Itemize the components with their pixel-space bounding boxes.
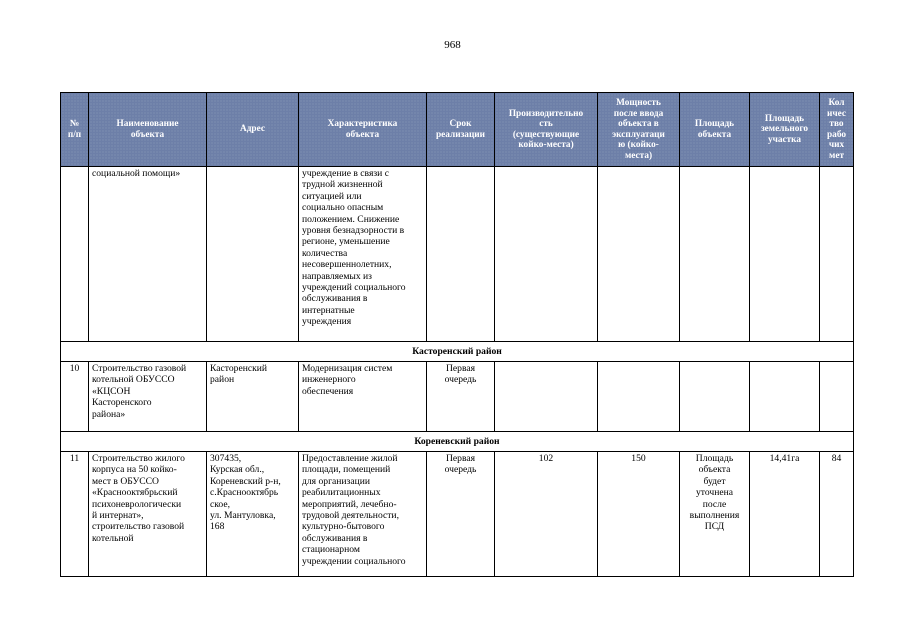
header-number: № п/п — [61, 93, 89, 167]
header-area: Площадь объекта — [680, 93, 750, 167]
cell-address — [207, 167, 299, 342]
cell-area — [680, 362, 750, 432]
district-heading: Кореневский район — [61, 432, 854, 452]
cell-name: социальной помощи» — [89, 167, 207, 342]
header-address: Адрес — [207, 93, 299, 167]
cell-capacity-after: 150 — [598, 452, 680, 577]
table-row — [61, 362, 854, 432]
cell-description: Модернизация систем инженерного обеспечения — [299, 362, 427, 432]
cell-area: Площадь объекта будет уточнена после выполнения ПСД — [680, 452, 750, 577]
district-row — [61, 432, 854, 452]
cell-workplaces: 84 — [820, 452, 854, 577]
table-header-row — [61, 93, 854, 167]
header-description: Характеристика объекта — [299, 93, 427, 167]
cell-capacity-existing — [495, 167, 598, 342]
cell-capacity-existing: 102 — [495, 452, 598, 577]
header-workplaces: Кол ичес тво рабо чих мет — [820, 93, 854, 167]
cell-description: учреждение в связи с трудной жизненной ситуацией или социально опасным положением. Снижение уровня безнадзорности в регионе, уменьшение количества несовершеннолетних, направляемых из учреждений социального обслуживания в интернатные учреждения — [299, 167, 427, 342]
header-name: Наименование объекта — [89, 93, 207, 167]
cell-number — [61, 167, 89, 342]
district-row — [61, 342, 854, 362]
cell-name: Строительство газовой котельной ОБУССО «КЦСОН Касторенского района» — [89, 362, 207, 432]
cell-name: Строительство жилого корпуса на 50 койко- мест в ОБУССО «Краснооктябрьский психоневрологически й интернат», строительство газовой котельной — [89, 452, 207, 577]
cell-address: Касторенский район — [207, 362, 299, 432]
cell-capacity-after — [598, 167, 680, 342]
cell-workplaces — [820, 167, 854, 342]
cell-term: Первая очередь — [427, 452, 495, 577]
header-land-area: Площадь земельного участка — [750, 93, 820, 167]
cell-number: 11 — [61, 452, 89, 577]
page-number: 968 — [444, 39, 461, 51]
table-row — [61, 167, 854, 342]
cell-workplaces — [820, 362, 854, 432]
cell-number: 10 — [61, 362, 89, 432]
cell-term: Первая очередь — [427, 362, 495, 432]
cell-land-area — [750, 167, 820, 342]
table-row — [61, 452, 854, 577]
cell-land-area: 14,41га — [750, 452, 820, 577]
header-capacity-existing: Производительно сть (существующие койко-места) — [495, 93, 598, 167]
cell-area — [680, 167, 750, 342]
cell-description: Предоставление жилой площади, помещений для организации реабилитационных мероприятий, лечебно- трудовой деятельности, культурно-бытового обслуживания в стационарном учреждении социального — [299, 452, 427, 577]
cell-term — [427, 167, 495, 342]
cell-capacity-after — [598, 362, 680, 432]
cell-capacity-existing — [495, 362, 598, 432]
district-heading: Касторенский район — [61, 342, 854, 362]
header-capacity-after: Мощность после ввода объекта в эксплуатаци ю (койко- места) — [598, 93, 680, 167]
objects-table — [60, 92, 854, 577]
header-term: Срок реализации — [427, 93, 495, 167]
cell-land-area — [750, 362, 820, 432]
cell-address: 307435, Курская обл., Кореневский р-н, с.Краснооктябрь ское, ул. Мантуловка, 168 — [207, 452, 299, 577]
